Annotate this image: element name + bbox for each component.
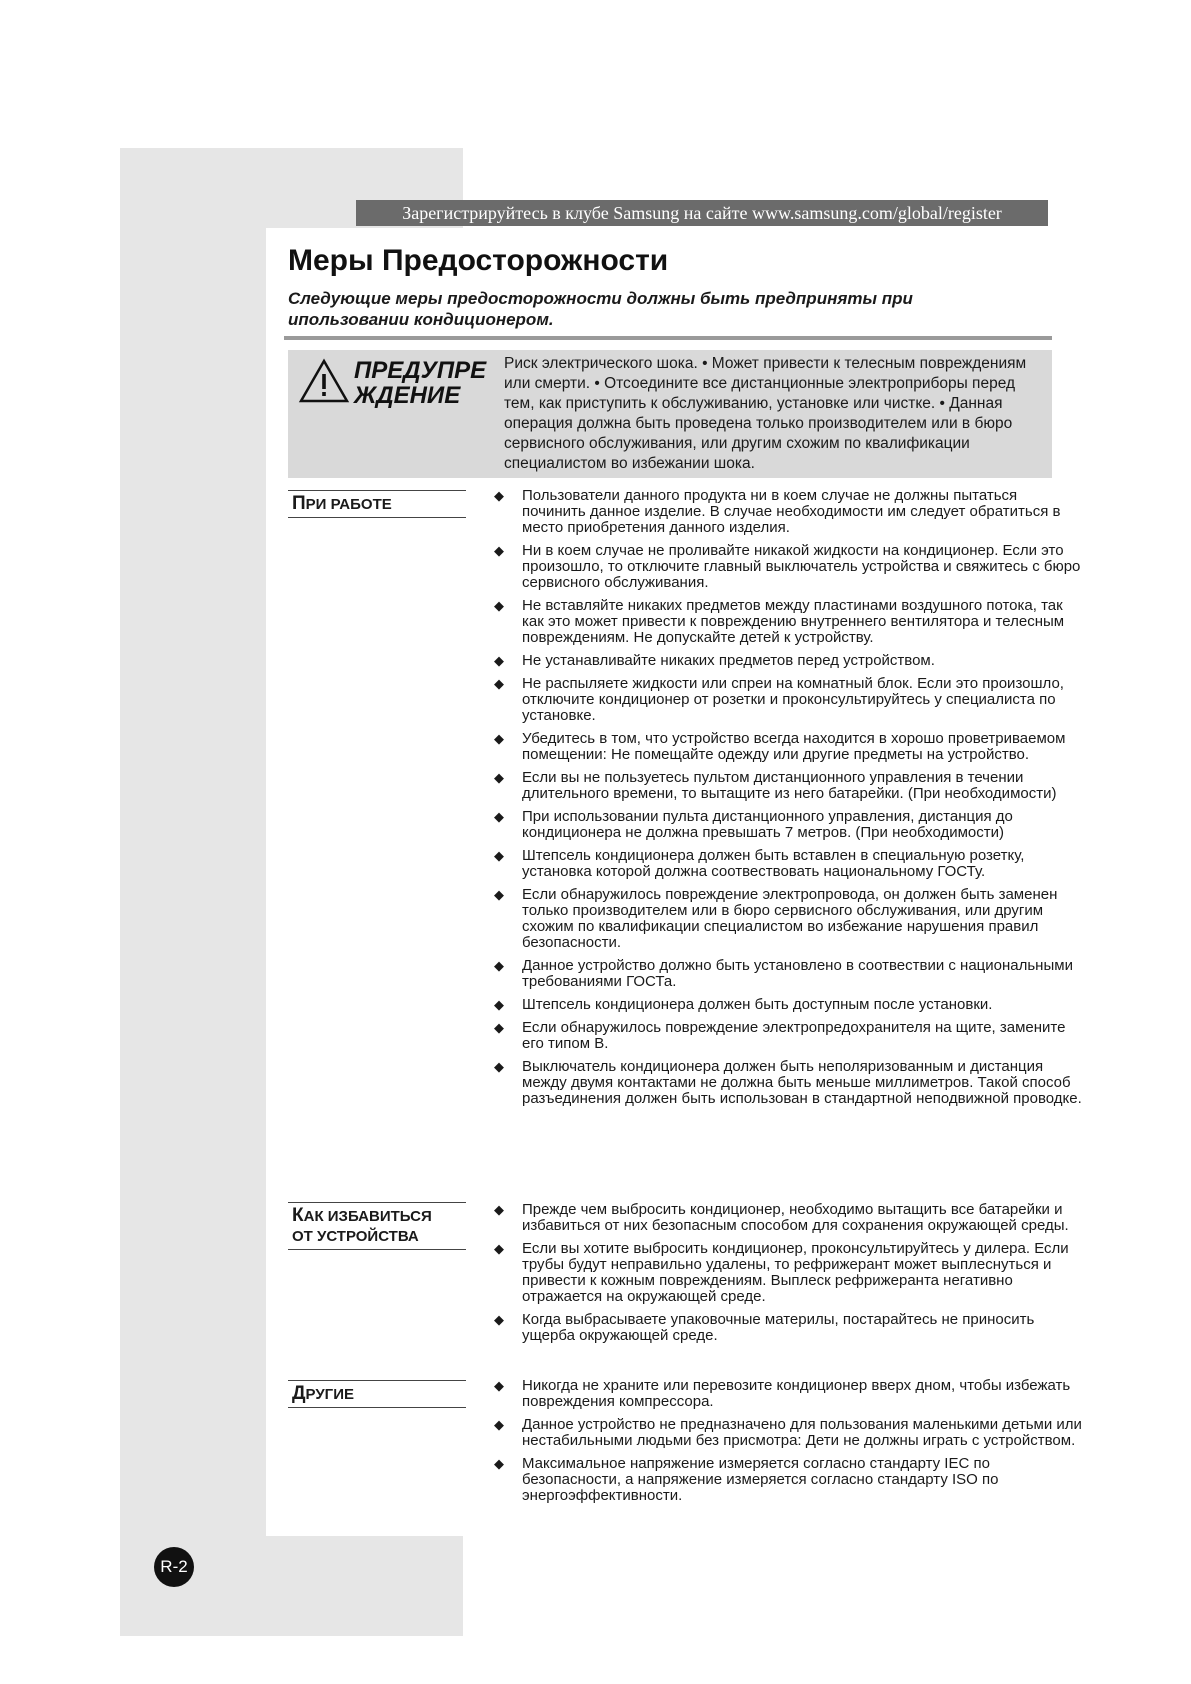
diamond-bullet-icon: ◆ <box>494 598 504 613</box>
diamond-bullet-icon: ◆ <box>494 958 504 973</box>
list-item: ◆ Максимальное напряжение измеряется согласно стандарту IEC по безопасности, а напряжение измеряется согласно стандарту ISO по энергоэффективности. <box>494 1455 999 1504</box>
list-item: ◆ Не устанавливайте никаких предметов перед устройством. <box>494 652 935 669</box>
diamond-bullet-icon: ◆ <box>494 653 504 668</box>
list-item: ◆ Данное устройство не предназначено для пользования маленькими детьми или нестабильными людьми без присмотра: Дети не должны играть с устройством. <box>494 1416 1082 1449</box>
register-banner: Зарегистрируйтесь в клубе Samsung на сайте www.samsung.com/global/register <box>356 200 1048 226</box>
page-number-badge: R-2 <box>154 1547 194 1587</box>
diamond-bullet-icon: ◆ <box>494 997 504 1012</box>
list-item: ◆ Пользователи данного продукта ни в коем случае не должны пытаться починить данное изделие. В случае необходимости им следует обратиться в место приобретения данного изделия. <box>494 487 1061 536</box>
warning-triangle-icon <box>298 358 350 404</box>
diamond-bullet-icon: ◆ <box>494 1417 504 1432</box>
diamond-bullet-icon: ◆ <box>494 887 504 902</box>
diamond-bullet-icon: ◆ <box>494 676 504 691</box>
list-item: ◆ Никогда не храните или перевозите кондиционер вверх дном, чтобы избежать повреждения компрессора. <box>494 1377 1071 1410</box>
list-item: ◆ Выключатель кондиционера должен быть неполяризованным и дистанция между двумя контактами не должна быть меньше миллиметров. Такой способ разъединения должен быть использован в стандартной неподвижной проводке. <box>494 1058 1082 1107</box>
diamond-bullet-icon: ◆ <box>494 1020 504 1035</box>
diamond-bullet-icon: ◆ <box>494 731 504 746</box>
disposal-list <box>492 1202 1082 1351</box>
section-heading-operation: ПРИ РАБОТЕ <box>288 490 466 518</box>
diamond-bullet-icon: ◆ <box>494 1202 504 1217</box>
list-item: ◆ При использовании пульта дистанционного управления, дистанция до кондиционера не должна превышать 7 метров. (При необходимости) <box>494 808 1013 841</box>
list-item: ◆ Данное устройство должно быть установлено в соотвествии с национальными требованиями ГОСТа. <box>494 957 1073 990</box>
others-list <box>492 1378 1082 1511</box>
list-item: ◆ Если обнаружилось повреждение электропровода, он должен быть заменен только производителем или в бюро сервисного обслуживания, или другим схожим по квалификации специалистом во избежание нарушения правил безопасности. <box>494 886 1058 951</box>
diamond-bullet-icon: ◆ <box>494 1241 504 1256</box>
list-item: ◆ Если обнаружилось повреждение электропредохранителя на щите, замените его типом B. <box>494 1019 1066 1052</box>
list-item: ◆ Не распыляете жидкости или спреи на комнатный блок. Если это произошло, отключите кондиционер от розетки и проконсультируйтесь у специалиста по установке. <box>494 675 1064 724</box>
warning-title: ПРЕДУПРЕ ЖДЕНИЕ <box>354 357 487 409</box>
diamond-bullet-icon: ◆ <box>494 543 504 558</box>
warning-box <box>288 350 1052 478</box>
list-item: ◆ Если вы хотите выбросить кондиционер, проконсультируйтесь у дилера. Если трубы будут неправильно удалены, то рефрижерант может выплеснуться и привести к кожным повреждениям. Выплеск рефрижеранта негативно отражается на окружающей среде. <box>494 1240 1069 1305</box>
diamond-bullet-icon: ◆ <box>494 809 504 824</box>
diamond-bullet-icon: ◆ <box>494 848 504 863</box>
diamond-bullet-icon: ◆ <box>494 1456 504 1471</box>
title-divider <box>284 336 1052 340</box>
diamond-bullet-icon: ◆ <box>494 1059 504 1074</box>
list-item: ◆ Штепсель кондиционера должен быть доступным после установки. <box>494 996 993 1013</box>
section-heading-disposal: КАК ИЗБАВИТЬСЯ ОТ УСТРОЙСТВА <box>288 1202 466 1250</box>
list-item: ◆ Прежде чем выбросить кондиционер, необходимо вытащить все батарейки и избавиться от них безопасным способом для сохранения окружающей среды. <box>494 1201 1069 1234</box>
list-item: ◆ Если вы не пользуетесь пультом дистанционного управления в течении длительного времени, то вытащите из него батарейки. (При необходимости) <box>494 769 1057 802</box>
operation-list <box>492 488 1082 1114</box>
page-title: Меры Предосторожности <box>288 244 669 277</box>
diamond-bullet-icon: ◆ <box>494 488 504 503</box>
list-item: ◆ Не вставляйте никаких предметов между пластинами воздушного потока, так как это может привести к повреждению внутреннего вентилятора и телесным повреждениям. Не допускайте детей к устройству. <box>494 597 1065 646</box>
list-item: ◆ Убедитесь в том, что устройство всегда находится в хорошо проветриваемом помещении: Не помещайте одежду или другие предметы на устройство. <box>494 730 1066 763</box>
diamond-bullet-icon: ◆ <box>494 1378 504 1393</box>
page-subtitle: Следующие меры предосторожности должны быть предприняты при ипользовании кондиционером. <box>288 289 913 329</box>
diamond-bullet-icon: ◆ <box>494 770 504 785</box>
diamond-bullet-icon: ◆ <box>494 1312 504 1327</box>
warning-text: Риск электрического шока. • Может привести к телесным повреждениям или смерти. • Отсоедините все дистанционные электроприборы перед тем, как приступить к обслуживанию, установке или чистке. • Данная операция должна быть проведена только производителем или в бюро сервисного обслуживания, или другим схожим по квалификации специалистом во избежании шока. <box>504 355 1027 472</box>
list-item: ◆ Штепсель кондиционера должен быть вставлен в специальную розетку, установка которой должна соотвествовать национальному ГОСТу. <box>494 847 1025 880</box>
list-item: ◆ Ни в коем случае не проливайте никакой жидкости на кондиционер. Если это произошло, то отключите главный выключатель устройства и свяжитесь с бюро сервисного обслуживания. <box>494 542 1081 591</box>
section-heading-others: ДРУГИЕ <box>288 1380 466 1408</box>
list-item: ◆ Когда выбрасываете упаковочные материлы, постарайтесь не приносить ущерба окружающей среде. <box>494 1311 1035 1344</box>
